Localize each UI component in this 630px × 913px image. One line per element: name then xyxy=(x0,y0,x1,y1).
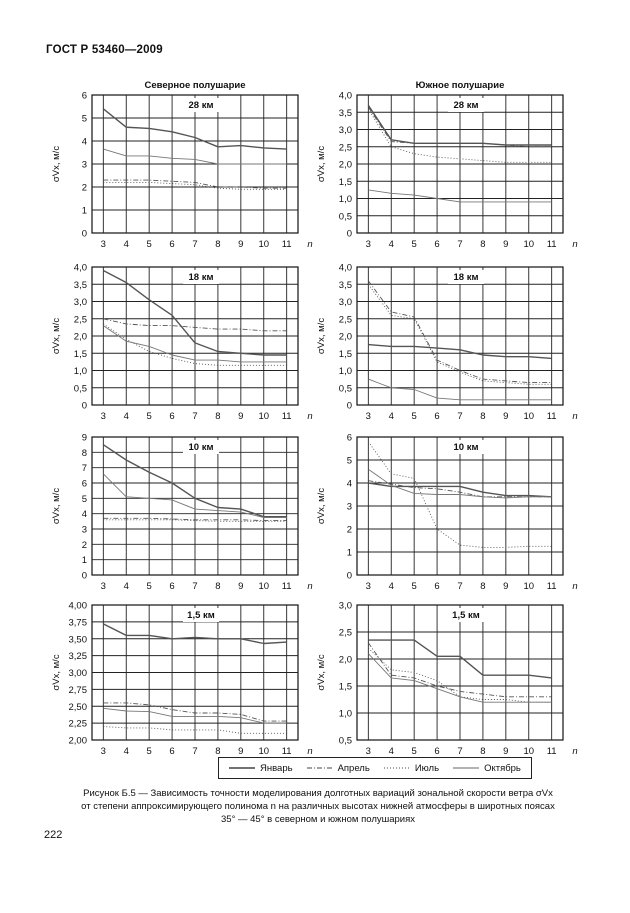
y-tick-label: 0,5 xyxy=(338,383,352,395)
y-axis-label: σVx, м/с xyxy=(316,317,327,355)
x-tick-label: 9 xyxy=(503,746,509,757)
x-tick-label: 7 xyxy=(457,746,463,757)
x-tick-label: 11 xyxy=(546,411,557,422)
y-tick-label: 2 xyxy=(81,182,87,194)
x-tick-label: 11 xyxy=(281,411,292,422)
y-tick-label: 0 xyxy=(81,400,87,412)
x-tick-label: 5 xyxy=(411,411,417,422)
legend-label-april: Апрель xyxy=(337,762,370,774)
y-tick-label: 1,5 xyxy=(338,348,352,360)
panel-title: Южное полушарие xyxy=(415,80,505,91)
x-tick-label: 3 xyxy=(365,746,371,757)
legend-swatch-solid-thin xyxy=(453,765,479,771)
x-tick-label: 8 xyxy=(480,239,486,250)
x-tick-label: 5 xyxy=(146,581,152,592)
y-tick-label: 6 xyxy=(346,432,352,444)
x-tick-label: 8 xyxy=(480,581,486,592)
y-tick-label: 4,0 xyxy=(73,262,87,274)
x-axis-label: n xyxy=(307,411,313,422)
legend-swatch-solid xyxy=(229,765,255,771)
y-axis-label: σVx, м/с xyxy=(51,487,62,525)
x-axis-label: n xyxy=(572,411,578,422)
y-tick-label: 2,0 xyxy=(338,331,352,343)
y-tick-label: 2,0 xyxy=(73,331,87,343)
y-tick-label: 1,0 xyxy=(338,194,352,205)
x-tick-label: 7 xyxy=(457,581,463,592)
x-tick-label: 6 xyxy=(434,746,440,757)
y-tick-label: 2,75 xyxy=(68,684,87,696)
x-tick-label: 7 xyxy=(457,239,463,250)
y-tick-label: 7 xyxy=(81,463,87,475)
chart-panel-7 xyxy=(51,601,313,758)
x-tick-label: 11 xyxy=(546,239,557,250)
x-tick-label: 11 xyxy=(546,581,557,592)
x-tick-label: 8 xyxy=(480,411,486,422)
y-tick-label: 3,75 xyxy=(68,617,87,629)
x-tick-label: 10 xyxy=(523,746,535,757)
y-tick-label: 5 xyxy=(346,455,352,467)
x-tick-label: 7 xyxy=(192,581,198,592)
legend-item-april xyxy=(307,763,370,774)
chart-panel-5 xyxy=(51,433,313,593)
legend-item-october xyxy=(453,763,521,774)
caption-line-3: 35° — 45° в северном и южном полушариях xyxy=(221,814,415,825)
y-tick-label: 1,5 xyxy=(338,176,352,188)
y-tick-label: 3,0 xyxy=(73,297,87,308)
x-tick-label: 3 xyxy=(365,239,371,250)
y-tick-label: 3,0 xyxy=(338,125,352,136)
x-tick-label: 3 xyxy=(365,581,371,592)
y-tick-label: 6 xyxy=(81,90,87,102)
legend-label-january: Январь xyxy=(260,762,293,774)
x-tick-label: 6 xyxy=(434,239,440,250)
y-axis-label: σVx, м/с xyxy=(51,317,62,355)
x-tick-label: 9 xyxy=(238,746,244,757)
y-tick-label: 3 xyxy=(81,524,87,536)
y-tick-label: 9 xyxy=(81,432,87,444)
y-tick-label: 8 xyxy=(81,447,87,459)
x-tick-label: 5 xyxy=(411,581,417,592)
y-tick-label: 0,5 xyxy=(73,383,87,395)
y-tick-label: 0,5 xyxy=(338,211,352,223)
altitude-label: 18 км xyxy=(188,272,214,283)
y-tick-label: 4 xyxy=(81,136,87,148)
y-tick-label: 0 xyxy=(346,228,352,240)
y-tick-label: 1,5 xyxy=(338,681,352,693)
x-tick-label: 8 xyxy=(215,581,221,592)
legend-swatch-dashdot xyxy=(307,765,333,771)
y-tick-label: 3,0 xyxy=(338,297,352,308)
y-tick-label: 1,5 xyxy=(73,348,87,360)
x-tick-label: 3 xyxy=(100,411,106,422)
y-tick-label: 3,00 xyxy=(68,668,87,679)
x-tick-label: 3 xyxy=(365,411,371,422)
legend-swatch-dotted xyxy=(384,765,410,771)
y-tick-label: 3,50 xyxy=(68,634,87,646)
y-axis-label: σVx, м/с xyxy=(316,487,327,525)
x-tick-label: 10 xyxy=(523,581,535,592)
x-tick-label: 4 xyxy=(388,411,394,422)
y-tick-label: 1,0 xyxy=(338,366,352,377)
x-axis-label: n xyxy=(307,581,313,592)
x-tick-label: 9 xyxy=(238,239,244,250)
y-tick-label: 2,0 xyxy=(338,159,352,171)
y-tick-label: 2,50 xyxy=(68,701,87,713)
y-tick-label: 2,25 xyxy=(68,718,87,730)
x-tick-label: 4 xyxy=(388,239,394,250)
y-tick-label: 4 xyxy=(81,509,87,521)
x-tick-label: 3 xyxy=(100,239,106,250)
y-tick-label: 3,25 xyxy=(68,651,87,663)
x-tick-label: 3 xyxy=(100,581,106,592)
x-tick-label: 9 xyxy=(503,581,509,592)
x-tick-label: 3 xyxy=(100,746,106,757)
y-tick-label: 1,0 xyxy=(338,708,352,720)
x-tick-label: 6 xyxy=(169,746,175,757)
x-tick-label: 6 xyxy=(169,239,175,250)
y-tick-label: 3,5 xyxy=(338,107,352,119)
altitude-label: 28 км xyxy=(188,100,214,111)
y-tick-label: 2,00 xyxy=(68,735,87,747)
y-tick-label: 4 xyxy=(346,478,352,490)
x-tick-label: 8 xyxy=(215,239,221,250)
y-tick-label: 2 xyxy=(81,539,87,551)
altitude-label: 1,5 км xyxy=(452,610,480,621)
altitude-label: 10 км xyxy=(188,442,214,453)
y-tick-label: 0 xyxy=(81,228,87,240)
caption-line-2: от степени аппроксимирующего полинома n на различных высотах нижней атмосферы в широтных поясах xyxy=(81,801,555,812)
x-tick-label: 5 xyxy=(146,239,152,250)
y-tick-label: 3,0 xyxy=(338,600,352,612)
y-tick-label: 6 xyxy=(81,478,87,490)
x-tick-label: 4 xyxy=(123,239,129,250)
y-tick-label: 2,5 xyxy=(338,314,352,326)
y-tick-label: 1,0 xyxy=(73,366,87,377)
y-tick-label: 3,5 xyxy=(338,279,352,291)
y-tick-label: 4,00 xyxy=(68,600,87,612)
chart-panel-4 xyxy=(316,263,578,423)
y-tick-label: 3,5 xyxy=(73,279,87,291)
y-tick-label: 3 xyxy=(81,159,87,171)
x-tick-label: 5 xyxy=(146,746,152,757)
caption-line-1: Рисунок Б.5 — Зависимость точности моделирования долготных вариаций зональной скорости ветра σVx xyxy=(83,788,553,799)
y-tick-label: 2,5 xyxy=(338,627,352,639)
chart-panel-3 xyxy=(51,263,313,423)
x-tick-label: 8 xyxy=(480,746,486,757)
x-tick-label: 10 xyxy=(258,581,270,592)
x-axis-label: n xyxy=(307,239,313,250)
altitude-label: 1,5 км xyxy=(187,610,215,621)
y-tick-label: 0 xyxy=(346,570,352,582)
y-axis-label: σVx, м/с xyxy=(51,145,62,183)
chart-panel-8 xyxy=(316,601,578,758)
y-tick-label: 0 xyxy=(81,570,87,582)
x-tick-label: 7 xyxy=(192,411,198,422)
y-tick-label: 1 xyxy=(81,555,87,567)
x-tick-label: 10 xyxy=(258,411,270,422)
x-axis-label: n xyxy=(572,581,578,592)
document-header: ГОСТ Р 53460—2009 xyxy=(46,44,163,56)
x-tick-label: 9 xyxy=(238,411,244,422)
y-tick-label: 2 xyxy=(346,524,352,536)
x-tick-label: 9 xyxy=(238,581,244,592)
y-tick-label: 1 xyxy=(81,205,87,217)
x-tick-label: 4 xyxy=(388,746,394,757)
y-tick-label: 2,5 xyxy=(338,142,352,154)
x-tick-label: 4 xyxy=(388,581,394,592)
x-tick-label: 5 xyxy=(411,746,417,757)
x-tick-label: 11 xyxy=(281,239,292,250)
x-tick-label: 6 xyxy=(434,581,440,592)
x-tick-label: 11 xyxy=(281,746,292,757)
legend-item-july xyxy=(384,763,439,774)
x-tick-label: 6 xyxy=(434,411,440,422)
x-tick-label: 4 xyxy=(123,581,129,592)
x-tick-label: 6 xyxy=(169,411,175,422)
altitude-label: 28 км xyxy=(453,100,479,111)
y-axis-label: σVx, м/с xyxy=(51,654,62,691)
panel-title: Северное полушарие xyxy=(144,80,246,91)
chart-panel-6 xyxy=(316,433,578,593)
altitude-label: 10 км xyxy=(453,442,479,453)
x-tick-label: 9 xyxy=(503,411,509,422)
chart-panel-2 xyxy=(316,80,578,250)
x-tick-label: 4 xyxy=(123,411,129,422)
y-tick-label: 2,0 xyxy=(338,654,352,666)
x-tick-label: 7 xyxy=(192,239,198,250)
x-tick-label: 7 xyxy=(192,746,198,757)
x-tick-label: 10 xyxy=(523,411,535,422)
y-tick-label: 4,0 xyxy=(338,90,352,102)
y-tick-label: 3 xyxy=(346,501,352,513)
page-number: 222 xyxy=(44,829,63,841)
x-axis-label: n xyxy=(572,239,578,250)
x-tick-label: 10 xyxy=(523,239,535,250)
x-tick-label: 11 xyxy=(281,581,292,592)
y-axis-label: σVx, м/с xyxy=(316,145,327,183)
x-axis-label: n xyxy=(572,746,578,757)
x-tick-label: 9 xyxy=(503,239,509,250)
x-tick-label: 11 xyxy=(546,746,557,757)
x-tick-label: 10 xyxy=(258,239,270,250)
y-tick-label: 5 xyxy=(81,493,87,505)
x-tick-label: 5 xyxy=(146,411,152,422)
x-tick-label: 5 xyxy=(411,239,417,250)
legend-item-january xyxy=(229,763,293,774)
figure-caption xyxy=(58,787,578,826)
legend-label-october: Октябрь xyxy=(484,762,521,774)
x-tick-label: 8 xyxy=(215,746,221,757)
chart-legend xyxy=(218,757,532,779)
x-tick-label: 7 xyxy=(457,411,463,422)
y-tick-label: 0 xyxy=(346,400,352,412)
x-tick-label: 8 xyxy=(215,411,221,422)
chart-panel-1 xyxy=(51,80,313,250)
x-tick-label: 6 xyxy=(169,581,175,592)
y-tick-label: 0,5 xyxy=(338,735,352,747)
y-tick-label: 4,0 xyxy=(338,262,352,274)
y-tick-label: 5 xyxy=(81,113,87,125)
y-tick-label: 1 xyxy=(346,547,352,559)
legend-label-july: Июль xyxy=(414,762,440,774)
x-tick-label: 4 xyxy=(123,746,129,757)
altitude-label: 18 км xyxy=(453,272,479,283)
x-axis-label: n xyxy=(307,746,313,757)
x-tick-label: 10 xyxy=(258,746,270,757)
y-tick-label: 2,5 xyxy=(73,314,87,326)
y-axis-label: σVx, м/с xyxy=(316,654,327,691)
